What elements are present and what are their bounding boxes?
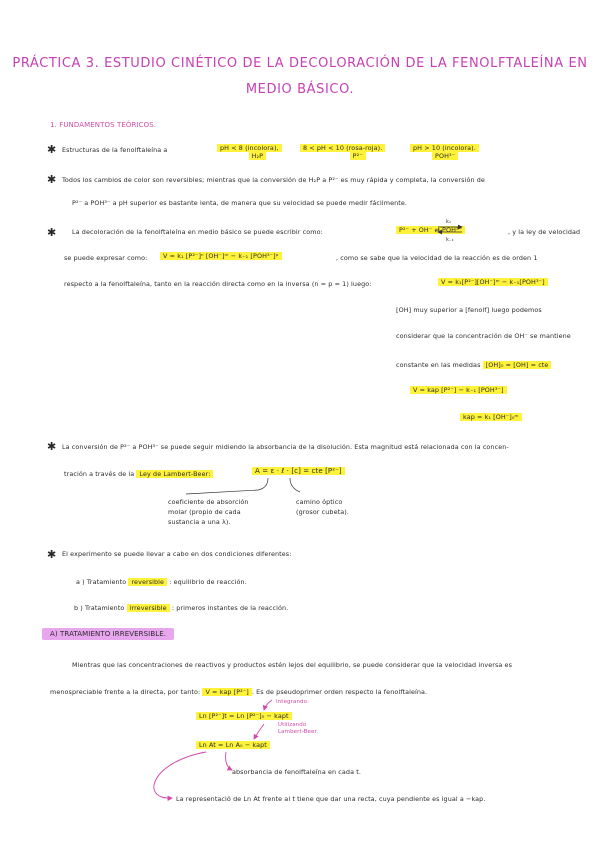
absorbance-note: absorbancia de fenolftaleína en cada t. — [232, 768, 361, 776]
lambert-arrow-icon — [254, 724, 264, 739]
k1-label: k₁ — [446, 219, 452, 225]
asterisk-bullet-icon: ✱ — [47, 440, 57, 453]
structure-1: pH < 8 (incolora), H₂P — [217, 144, 282, 160]
treatment-a: a ) Tratamiento reversible : equilibrio de reacción. — [76, 578, 247, 586]
epsilon-bracket-icon — [186, 478, 268, 494]
integrando-arrow-icon — [264, 700, 272, 710]
oh-note-1: [OH] muy superior a [fenolf] luego podemos — [396, 306, 542, 314]
absorb-line2: tración a través de la Ley de Lambert-Beer: — [64, 470, 213, 478]
changes-line1: Todos los cambios de color son reversibles; mientras que la conversión de H₂P a P²⁻ es muy rápida y completa, la conversión de — [62, 176, 485, 184]
path-annotation: camino óptico (grosor cubeta). — [296, 498, 349, 516]
structure-2: 8 < pH < 10 (rosa-roja). P²⁻ — [300, 144, 385, 160]
equation-v-kap: V = kap [P²⁻] − k₋₁ [POH³⁻] — [410, 386, 507, 394]
decol-line1a: La decoloración de la fenolftaleína en medio básico se puede escribir como: — [72, 228, 323, 236]
asterisk-bullet-icon: ✱ — [47, 173, 57, 186]
irrev-line2: menospreciable frente a la directa, por tanto: V = kap [P²⁻] . Es de pseudoprimer orden respecto la fenolftaleína. — [50, 688, 428, 696]
integrando-note: Integrando. — [276, 699, 309, 705]
lambert-beer-formula: A = ε · ℓ · [c] = cte [P²⁻] — [252, 467, 345, 475]
oh-note-3: constante en las medidas [OH]₀ ≈ [OH] = cte — [396, 361, 551, 369]
lambert-note: Utilizando Lambert-Beer. — [278, 722, 319, 735]
rate-law: V = k₁ [P²⁻]ⁿ [OH⁻]ᵐ − k₋₁ [POH³⁻]ᵖ — [160, 252, 282, 260]
changes-line2: P²⁻ a POH³⁻ a pH superior es bastante lenta, de manera que su velocidad se puede medir fácilmente. — [72, 199, 408, 207]
decol-line3a: respecto a la fenolftaleína, tanto en la reacción directa como en la inversa (n = p = 1) luego: — [64, 280, 372, 288]
k-minus1-label: k₋₁ — [446, 237, 454, 243]
asterisk-bullet-icon: ✱ — [47, 548, 57, 561]
section-a-heading: A) TRATAMIENTO IRREVERSIBLE. — [42, 630, 174, 638]
decol-line1b: , y la ley de velocidad — [508, 228, 581, 236]
experiment-intro: El experimento se puede llevar a cabo en dos condiciones diferentes: — [62, 550, 292, 558]
path-bracket-icon — [290, 478, 300, 492]
oh-note-2: considerar que la concentración de OH⁻ se mantiene — [396, 332, 571, 340]
rate-law-2: V = k₁[P²⁻][OH⁻]ᵐ − k₋₁[POH³⁻] — [438, 278, 548, 286]
page-title-line2: MEDIO BÁSICO. — [245, 82, 355, 97]
reaction-equation: P²⁻ + OH⁻ ⇄ POH³⁻ — [396, 226, 465, 234]
section-heading: 1. FUNDAMENTOS TEÓRICOS. — [50, 121, 157, 129]
final-note: La representació de Ln At frente al t tiene que dar una recta, cuya pendiente es igual a −kap. — [176, 795, 486, 803]
final-arrow-icon — [154, 752, 206, 798]
ln-equation: Ln At = Ln A₀ − kapt — [196, 741, 270, 749]
decol-line2b: , como se sabe que la velocidad de la reacción es de orden 1 — [336, 254, 538, 262]
irrev-line1: Mientras que las concentraciones de reactivos y productos estén lejos del equilibrio, se puede considerar que la velocidad inversa es — [72, 661, 513, 669]
equation-kap: kap = k₁ [OH⁻]₀ᵐ — [460, 413, 522, 421]
integrated-equation: Ln [P²⁻]t = Ln [P²⁻]₀ − kapt — [196, 712, 292, 720]
structure-3: pH > 10 (incolora). POH³⁻ — [410, 144, 479, 160]
treatment-b: b ) Tratamiento irreversible : primeros instantes de la reacción. — [74, 604, 289, 612]
structures-intro: Estructuras de la fenolftaleína a — [62, 146, 168, 154]
decol-line2a: se puede expresar como: — [64, 254, 148, 262]
asterisk-bullet-icon: ✱ — [47, 226, 57, 239]
page-title: PRÁCTICA 3. ESTUDIO CINÉTICO DE LA DECOLORACIÓN DE LA FENOLFTALEÍNA EN — [12, 56, 588, 71]
asterisk-bullet-icon: ✱ — [47, 143, 57, 156]
epsilon-annotation: coeficiente de absorción molar (propio de cada sustancia a una λ). — [168, 498, 249, 526]
absorb-line1: La conversión de P²⁻ a POH³⁻ se puede seguir midiendo la absorbancia de la disolución. Esta magnitud está relacionada con la concen- — [62, 443, 509, 451]
